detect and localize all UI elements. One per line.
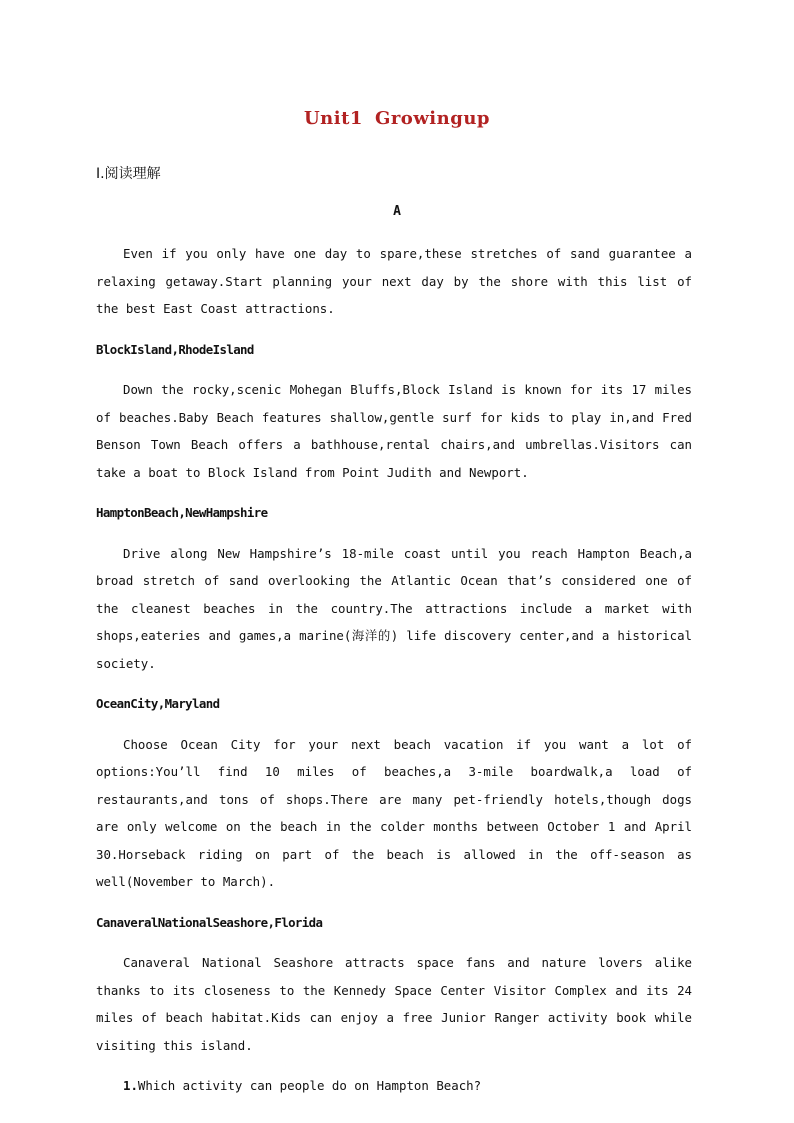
question-number: 1. xyxy=(123,1078,138,1093)
title-unit: Unit1 xyxy=(303,108,363,129)
section-heading-hampton-beach: HamptonBeach,NewHampshire xyxy=(96,505,268,520)
section-text-ocean-city: Choose Ocean City for your next beach vacation if you want a lot of options:You’ll find 10 miles of beaches,a 3-mile boardwalk,a load of restaurants,and tons of shops.There are many pet-friendly hotels,though dogs are only welcome on the beach in the colder months between October 1 and April 30.Horseback riding on part of the beach is allowed in the off-season as well(November to March). xyxy=(96,736,692,889)
section-heading-ocean-city: OceanCity,Maryland xyxy=(96,696,220,711)
section-heading: Ⅰ.阅读理解 xyxy=(96,166,161,182)
question-1 xyxy=(96,1072,692,1100)
passage-label: A xyxy=(393,204,401,219)
question-text: Which activity can people do on Hampton Beach? xyxy=(137,1078,482,1093)
intro-paragraph: Even if you only have one day to spare,these stretches of sand guarantee a relaxing getaway.Start planning your next day by the shore with this list of the best East Coast attractions. xyxy=(96,246,692,316)
section-text-canaveral: Canaveral National Seashore attracts space fans and nature lovers alike thanks to its closeness to the Kennedy Space Center Visitor Complex and its 24 miles of beach habitat.Kids can enjoy a free Junior Ranger activity book while visiting this island. xyxy=(96,955,692,1053)
section-heading-canaveral: CanaveralNationalSeashore,Florida xyxy=(96,914,323,930)
section-heading-block-island: BlockIsland,RhodeIsland xyxy=(96,341,254,357)
passage-body xyxy=(96,240,692,1100)
page-title xyxy=(0,108,794,129)
section-text-hampton-beach: Drive along New Hampshire’s 18-mile coast until you reach Hampton Beach,a broad stretch of sand overlooking the Atlantic Ocean that’s considered one of the cleanest beaches in the country.The attractions include a market with shops,eateries and games,a marine(海洋的) life discovery center,and a historical society. xyxy=(96,545,692,671)
section-text-block-island: Down the rocky,scenic Mohegan Bluffs,Block Island is known for its 17 miles of beaches.Baby Beach features shallow,gentle surf for kids to play in,and Fred Benson Town Beach offers a bathhouse,rental chairs,and umbrellas.Visitors can take a boat to Block Island from Point Judith and Newport. xyxy=(96,382,692,480)
title-topic: Growingup xyxy=(374,108,490,129)
